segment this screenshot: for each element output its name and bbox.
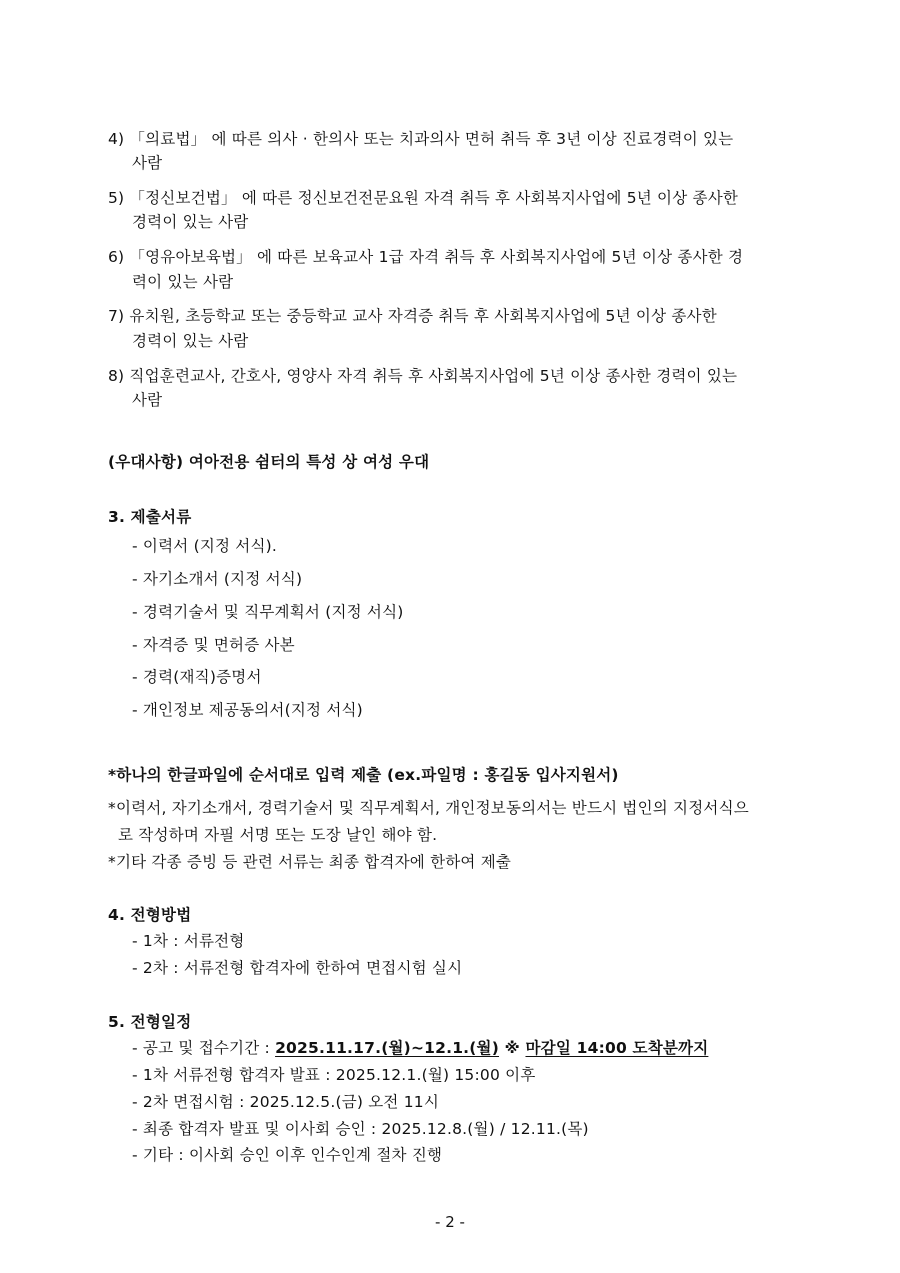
submission-note: *하나의 한글파일에 순서대로 입력 제출 (ex.파일명 : 홍길동 입사지원서) — [108, 766, 619, 784]
method-item: - 2차 : 서류전형 합격자에 한하여 면접시험 실시 — [132, 959, 463, 977]
method-heading: 4. 전형방법 — [108, 906, 192, 924]
qualification-7-line2: 경력이 있는 사람 — [132, 332, 249, 350]
qualification-4-line2: 사람 — [132, 154, 163, 172]
qualification-6-line1: 6) 「영유아보육법」 에 따른 보육교사 1급 자격 취득 후 사회복지사업에 5년 이상 종사한 경 — [108, 248, 744, 266]
deadline-text: 마감일 14:00 도착분까지 — [525, 1039, 709, 1057]
qualification-5-line1: 5) 「정신보건법」 에 따른 정신보건전문요원 자격 취득 후 사회복지사업에 5년 이상 종사한 — [108, 189, 739, 207]
schedule-item-label: - 공고 및 접수기간 : — [132, 1039, 276, 1057]
documents-item: - 자기소개서 (지정 서식) — [132, 570, 303, 588]
evidence-note: *기타 각종 증빙 등 관련 서류는 최종 합격자에 한하여 제출 — [108, 853, 512, 871]
qualification-8-line1: 8) 직업훈련교사, 간호사, 영양사 자격 취득 후 사회복지사업에 5년 이상 종사한 경력이 있는 — [108, 367, 738, 385]
form-note-line2: 로 작성하며 자필 서명 또는 도장 날인 해야 함. — [118, 826, 438, 844]
schedule-item: - 1차 서류전형 합격자 발표 : 2025.12.1.(월) 15:00 이후 — [132, 1066, 536, 1084]
schedule-item: - 2차 면접시험 : 2025.12.5.(금) 오전 11시 — [132, 1093, 440, 1111]
documents-item: - 이력서 (지정 서식). — [132, 537, 278, 555]
form-note-line1: *이력서, 자기소개서, 경력기술서 및 직무계획서, 개인정보동의서는 반드시 법인의 지정서식으 — [108, 799, 749, 817]
application-period: 2025.11.17.(월)~12.1.(월) — [275, 1039, 500, 1057]
documents-item: - 경력기술서 및 직무계획서 (지정 서식) — [132, 603, 404, 621]
documents-item: - 자격증 및 면허증 사본 — [132, 636, 295, 654]
qualification-4-line1: 4) 「의료법」 에 따른 의사 · 한의사 또는 치과의사 면허 취득 후 3년 이상 진료경력이 있는 — [108, 130, 734, 148]
schedule-item: - 최종 합격자 발표 및 이사회 승인 : 2025.12.8.(월) / 12.11.(목) — [132, 1120, 589, 1138]
reference-mark: ※ — [499, 1039, 526, 1057]
documents-item: - 개인정보 제공동의서(지정 서식) — [132, 701, 363, 719]
qualification-6-line2: 력이 있는 사람 — [132, 273, 234, 291]
preference-note: (우대사항) 여아전용 쉼터의 특성 상 여성 우대 — [108, 453, 430, 471]
page-number: - 2 - — [435, 1213, 465, 1231]
schedule-heading: 5. 전형일정 — [108, 1013, 192, 1031]
qualification-7-line1: 7) 유치원, 초등학교 또는 중등학교 교사 자격증 취득 후 사회복지사업에 5년 이상 종사한 — [108, 307, 717, 325]
schedule-item-application — [132, 1037, 708, 1059]
documents-heading: 3. 제출서류 — [108, 508, 192, 526]
qualification-5-line2: 경력이 있는 사람 — [132, 213, 249, 231]
qualification-8-line2: 사람 — [132, 391, 163, 409]
method-item: - 1차 : 서류전형 — [132, 932, 245, 950]
schedule-item: - 기타 : 이사회 승인 이후 인수인계 절차 진행 — [132, 1146, 443, 1164]
documents-item: - 경력(재직)증명서 — [132, 668, 262, 686]
